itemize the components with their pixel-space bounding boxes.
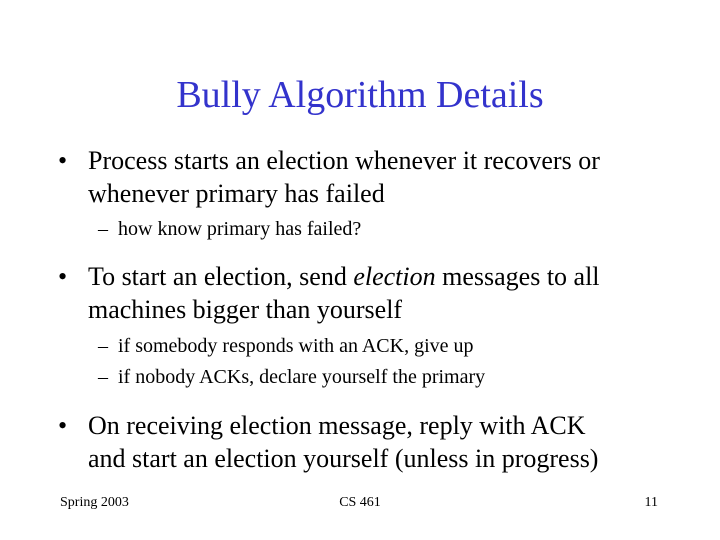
- bullet-text: [88, 144, 678, 210]
- bullet-text-segment: messages to all: [435, 262, 600, 291]
- footer-date: Spring 2003: [60, 495, 129, 510]
- bullet-line: whenever primary has failed: [88, 179, 385, 208]
- bullet-text-segment: To start an election, send: [88, 262, 354, 291]
- dash-marker: –: [98, 335, 108, 357]
- bullet-line: On receiving election message, reply with ACK: [88, 411, 586, 440]
- bullet-line: machines bigger than yourself: [88, 295, 403, 324]
- bullet-line: [88, 262, 600, 291]
- bullet-item: [58, 144, 678, 210]
- sub-bullet-item: [98, 214, 678, 244]
- footer-course: CS 461: [339, 495, 381, 510]
- dash-marker: –: [98, 218, 108, 240]
- bullet-item: [58, 260, 678, 326]
- slide-title: Bully Algorithm Details: [176, 74, 544, 116]
- footer-page-number: 11: [644, 495, 658, 510]
- sub-bullet-item: [98, 331, 678, 361]
- bullet-text: [88, 260, 678, 326]
- sub-bullet-text: if nobody ACKs, declare yourself the primary: [118, 366, 486, 388]
- emphasized-word: election: [353, 262, 436, 291]
- sub-bullet-text: if somebody responds with an ACK, give up: [118, 335, 474, 357]
- bullet-marker: •: [58, 262, 68, 291]
- bullet-line: and start an election yourself (unless in progress): [88, 444, 599, 473]
- bullet-line: Process starts an election whenever it recovers or: [88, 146, 600, 175]
- sub-bullet-item: [98, 362, 678, 392]
- sub-bullet-text: how know primary has failed?: [118, 218, 362, 240]
- bullet-text: [88, 409, 678, 475]
- bullet-marker: •: [58, 411, 68, 440]
- bullet-marker: •: [58, 146, 68, 175]
- dash-marker: –: [98, 366, 108, 388]
- bullet-item: [58, 409, 678, 475]
